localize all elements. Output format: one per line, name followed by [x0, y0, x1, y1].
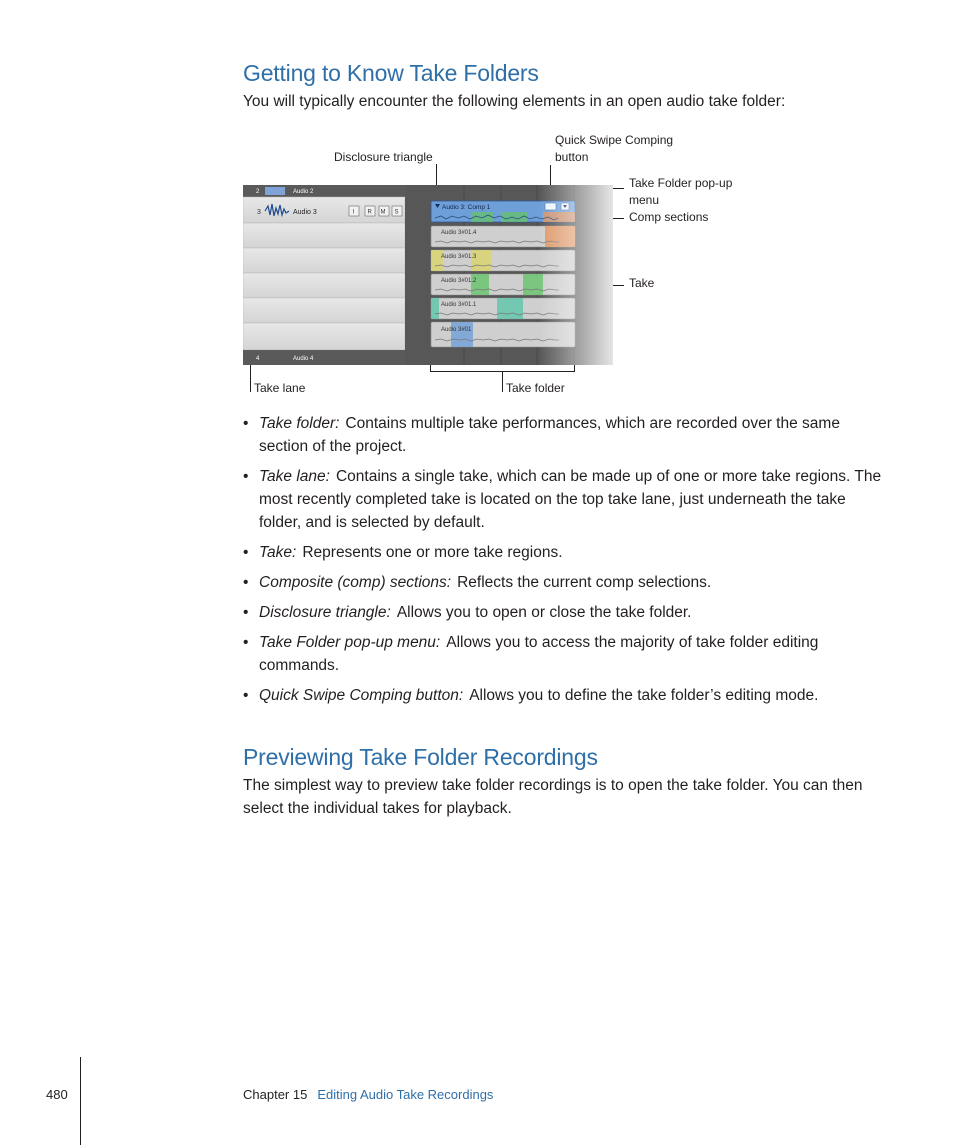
bullet-take-folder — [243, 412, 883, 458]
bullet-text: Represents one or more take regions. — [302, 544, 563, 561]
bullet-text: Contains a single take, which can be made up of one or more take regions. The most recently completed take is located on the top take lane, just underneath the take folder, and is selected by default. — [259, 468, 882, 531]
previewing-paragraph: The simplest way to preview take folder recordings is to open the take folder. You can then select the individual takes for playback. — [243, 777, 863, 817]
bullet-comp-sections — [243, 571, 883, 594]
bullet-text: Reflects the current comp selections. — [457, 574, 712, 591]
bullet-dot: • — [243, 634, 249, 651]
bullet-term: Take lane: — [259, 468, 330, 485]
bullet-dot: • — [243, 574, 249, 591]
bullet-text: Allows you to define the take folder’s editing mode. — [469, 687, 819, 704]
callout-take-folder: Take folder — [506, 381, 565, 395]
screenshot-edge-fade — [243, 185, 613, 365]
callout-popup-line1: Take Folder pop-up — [629, 176, 733, 190]
callout-quick-swipe-line2: button — [555, 150, 589, 164]
bullet-dot: • — [243, 604, 249, 621]
bullet-dot: • — [243, 544, 249, 561]
bullet-take-lane — [243, 465, 883, 534]
bullet-term: Take Folder pop-up menu: — [259, 634, 441, 651]
bullet-dot: • — [243, 468, 249, 485]
element-definitions-list — [243, 412, 883, 714]
bullet-take — [243, 541, 883, 564]
callout-popup-line2: menu — [629, 193, 660, 207]
footer-chapter-title: Editing Audio Take Recordings — [317, 1087, 494, 1102]
bullet-text: Allows you to open or close the take folder. — [396, 604, 692, 621]
take-folder-screenshot — [243, 185, 613, 365]
bullet-text: Allows you to access the majority of take folder editing commands. — [259, 634, 819, 674]
bullet-term: Disclosure triangle: — [259, 604, 391, 621]
callout-comp-sections: Comp sections — [629, 210, 709, 224]
bullet-term: Take folder: — [259, 415, 340, 432]
leader-take-folder-bracket — [431, 365, 575, 372]
callout-quick-swipe-line1: Quick Swipe Comping — [555, 133, 674, 147]
bullet-text: Contains multiple take performances, which are recorded over the same section of the project. — [259, 415, 840, 455]
callout-take-lane: Take lane — [254, 381, 306, 395]
bullet-disclosure-triangle — [243, 601, 883, 624]
section-heading-take-folders: Getting to Know Take Folders — [243, 60, 539, 86]
callout-take: Take — [629, 276, 655, 290]
footer-chapter-number: Chapter 15 — [243, 1087, 308, 1102]
bullet-dot: • — [243, 415, 249, 432]
bullet-quick-swipe — [243, 684, 883, 707]
page-number: 480 — [46, 1087, 68, 1102]
bullet-dot: • — [243, 687, 249, 704]
footer-chapter — [243, 1087, 493, 1102]
section-heading-previewing: Previewing Take Folder Recordings — [243, 744, 598, 770]
bullet-popup-menu — [243, 631, 883, 677]
bullet-term: Composite (comp) sections: — [259, 574, 452, 591]
callout-disclosure-triangle: Disclosure triangle — [334, 150, 433, 164]
footer-divider — [80, 1057, 81, 1145]
intro-paragraph: You will typically encounter the following elements in an open audio take folder: — [243, 93, 786, 110]
bullet-term: Quick Swipe Comping button: — [259, 687, 464, 704]
bullet-term: Take: — [259, 544, 297, 561]
